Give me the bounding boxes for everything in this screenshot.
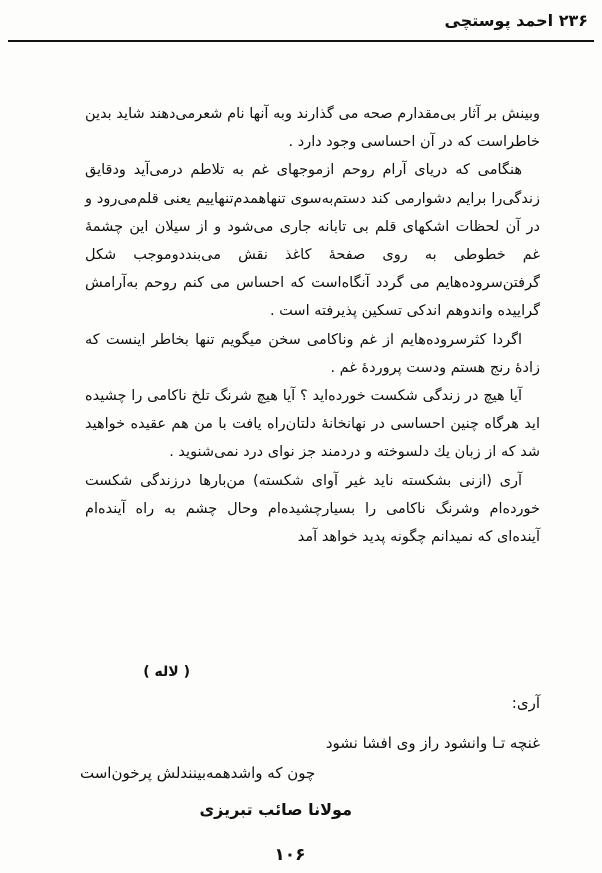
poem xyxy=(80,728,540,788)
header-rule xyxy=(8,40,594,42)
page-header xyxy=(14,10,588,34)
paragraph-4: آیا هیچ در زندگی شکست خورده‌اید ؟ آیا هیچ شرنگ تلخ ناکامی را چشیده اید هرگاه چنین احساسی در نهانخانهٔ دلتان‌راه یافت با من هم عقیده خواهید شد که از زبان یك دلسوخته و دردمند جز نوای درد نمی‌شنوید . xyxy=(85,388,540,461)
body-text xyxy=(85,100,540,551)
poet-name: مولانا صائب تبریزی xyxy=(199,800,352,819)
paragraph-5: آری (ازنی بشکسته ناید غیر آوای شکسته) من‌بارها درزندگی شکست خورده‌ام وشرنگ ناکامی را بسیارچشیده‌ام وحال چشم به راه آینده‌ام آینده‌ای که نمیدانم چگونه پدید خواهد آمد xyxy=(85,472,540,546)
ari-label: آری: xyxy=(511,694,540,712)
header-title: ۲۳۶ احمد پوستچی xyxy=(444,11,588,30)
paragraph-3: اگردا کثرسروده‌هایم از غم وناکامی سخن میگویم تنها بخاطر اینست که زادهٔ رنج هستم ودست پروردهٔ غم . xyxy=(85,331,540,376)
poem-verse-1: غنچه تـا وانشود راز وی افشا نشود xyxy=(325,734,540,752)
paragraph-2: هنگامی که دریای آرام روحم ازموجهای غم به تلاطم درمی‌آید ودقایق زندگی‌را برایم دشوارمی کند دستم‌به‌سوی تنها‌همدم‌تنهاییم یعنی قلم‌می‌رود و در آن لحظات اشکهای قلم بی تابانه جاری می‌شود و از سیلان این چشمهٔ غم خطوطی به روی صفحهٔ کاغذ نقش می‌بندد‌وموجب شکل گرفتن‌سروده‌هایم می گردد آنگاه‌است که احساس می کنم روحم به‌آرامش گراییده واندوهم اندکی تسکین پذیرفته است . xyxy=(85,162,540,320)
page-number: ۱۰۶ xyxy=(274,845,306,865)
paragraph-1: وبینش بر آثار بی‌مقدارم صحه می گذارند وبه آنها نام شعرمی‌دهند شاید بدین خاطراست که در آن احساسی وجود دارد . xyxy=(85,106,540,151)
poem-verse-2: چون که واشدهمه‌بینندلش پرخون‌است xyxy=(80,764,316,782)
attribution-lale: ( لاله ) xyxy=(143,664,190,680)
